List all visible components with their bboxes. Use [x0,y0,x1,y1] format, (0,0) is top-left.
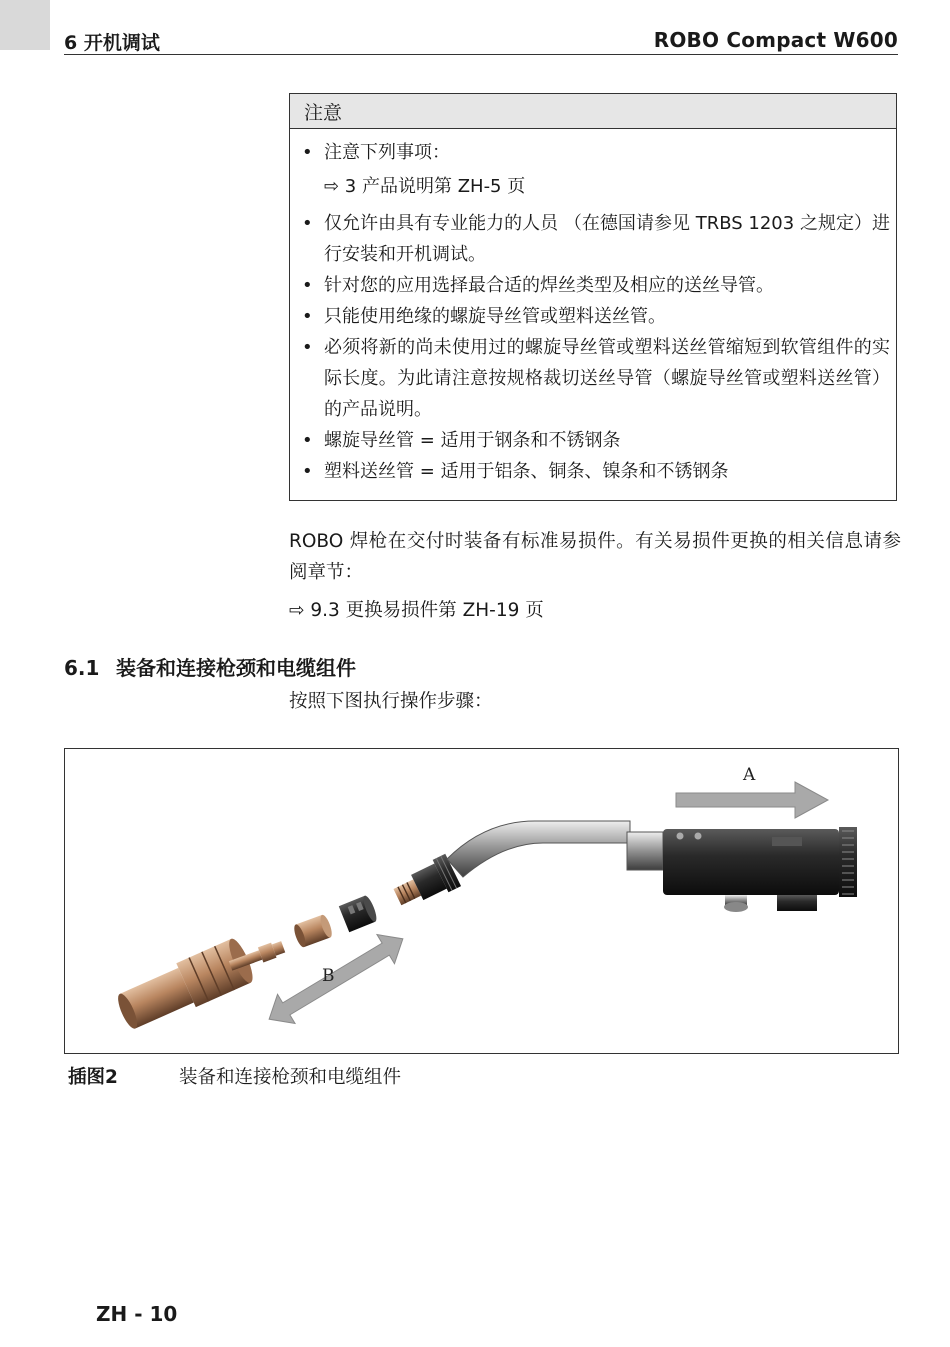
notice-title: 注意 [290,94,896,129]
housing-label-plate [772,837,802,846]
torch-housing [663,829,839,895]
section-heading [64,652,356,681]
gas-connector-cap [724,902,748,912]
mounting-bracket [777,895,817,911]
notice-box [289,93,897,501]
notice-item: • 螺旋导丝管 = 适用于钢条和不锈钢条 [302,430,621,451]
torch-mount [627,832,663,870]
header-product: ROBO Compact W600 [653,28,898,52]
page-corner-tab [0,0,50,50]
label-a: A [743,765,756,785]
torch-neck-tube [447,821,630,877]
header-rule [64,54,898,55]
section-title: 装备和连接枪颈和电缆组件 [116,656,356,680]
label-b: B [322,966,335,986]
notice-item: • 必须将新的尚未使用过的螺旋导丝管或塑料送丝管缩短到软管组件的实际长度。为此请注意按规格裁切送丝导管（螺旋导丝管或塑料送丝管）的产品说明。 [302,337,890,420]
consumables-reference-link[interactable]: ⇨ 9.3 更换易损件第 ZH-19 页 [289,600,544,621]
insulator-part [339,894,379,932]
page-number: ZH - 10 [96,1302,178,1326]
gas-nozzle-part [112,936,257,1036]
arrow-a-icon [676,782,828,818]
notice-item: • 塑料送丝管 = 适用于铝条、铜条、镍条和不锈钢条 [302,461,729,482]
header-chapter: 6 开机调试 [64,32,160,54]
figure-caption-text: 装备和连接枪颈和电缆组件 [179,1067,402,1088]
notice-item: • 只能使用绝缘的螺旋导丝管或塑料送丝管。 [302,306,666,327]
torch-assembly-figure [64,748,899,1054]
notice-reference-link[interactable]: ⇨ 3 产品说明第 ZH-5 页 [324,176,526,197]
section-number: 6.1 [64,656,100,680]
gas-diffuser-part [292,914,334,949]
intro-paragraph: ROBO 焊枪在交付时装备有标准易损件。有关易损件更换的相关信息请参阅章节： [289,531,901,583]
housing-screw-icon [695,833,702,840]
torch-illustration [65,749,900,1055]
notice-item: • 注意下列事项： [302,142,450,163]
notice-item: • 针对您的应用选择最合适的焊丝类型及相应的送丝导管。 [302,275,774,296]
notice-list [290,129,896,487]
section-intro: 按照下图执行操作步骤： [289,691,493,712]
figure-caption-label: 插图2 [68,1067,118,1088]
notice-item: • 仅允许由具有专业能力的人员 （在德国请参见 TRBS 1203 之规定）进行安装和开机调试。 [302,213,890,265]
housing-screw-icon [677,833,684,840]
arrow-b-icon [260,924,411,1033]
